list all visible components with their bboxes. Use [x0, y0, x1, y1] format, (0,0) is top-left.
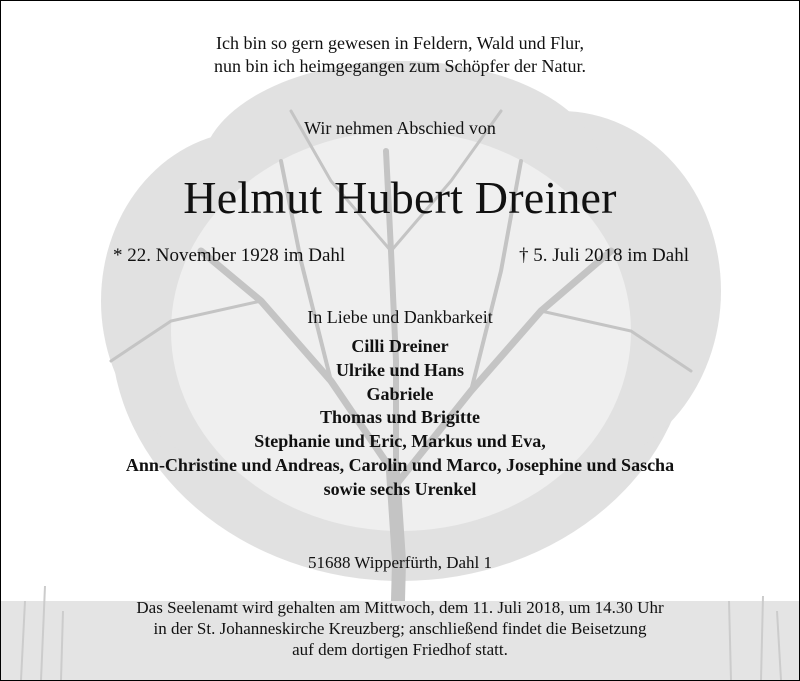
service-notice [1, 597, 799, 660]
notice-line: auf dem dortigen Friedhof statt. [292, 640, 508, 659]
mourner-line: Ann-Christine und Andreas, Carolin und Marco, Josephine und Sascha [125, 454, 675, 475]
birth-date: * 22. November 1928 im Dahl [113, 245, 346, 266]
mourner-line: sowie sechs Urenkel [323, 478, 477, 499]
death-date: † 5. Juli 2018 im Dahl [519, 245, 689, 266]
verse [1, 32, 799, 78]
mourner-line: Cilli Dreiner [351, 336, 449, 356]
address: 51688 Wipperfürth, Dahl 1 [307, 553, 493, 572]
verse-line: Ich bin so gern gewesen in Feldern, Wald und Flur, [216, 33, 584, 53]
deceased-name: Helmut Hubert Dreiner [183, 172, 617, 223]
obituary-text [1, 1, 799, 680]
intro-text: Wir nehmen Abschied von [304, 118, 496, 138]
mourner-line: Ulrike und Hans [335, 359, 465, 380]
mourners-list [1, 335, 799, 502]
notice-line: in der St. Johanneskirche Kreuzberg; anschließend findet die Beisetzung [153, 619, 647, 638]
love-line: In Liebe und Dankbarkeit [307, 307, 493, 327]
verse-line: nun bin ich heimgegangen zum Schöpfer der Natur. [214, 56, 586, 76]
mourner-line: Thomas und Brigitte [319, 407, 481, 428]
mourner-line: Gabriele [366, 383, 434, 404]
notice-line: Das Seelenamt wird gehalten am Mittwoch, dem 11. Juli 2018, um 14.30 Uhr [136, 598, 664, 617]
mourner-line: Stephanie und Eric, Markus und Eva, [254, 431, 546, 452]
